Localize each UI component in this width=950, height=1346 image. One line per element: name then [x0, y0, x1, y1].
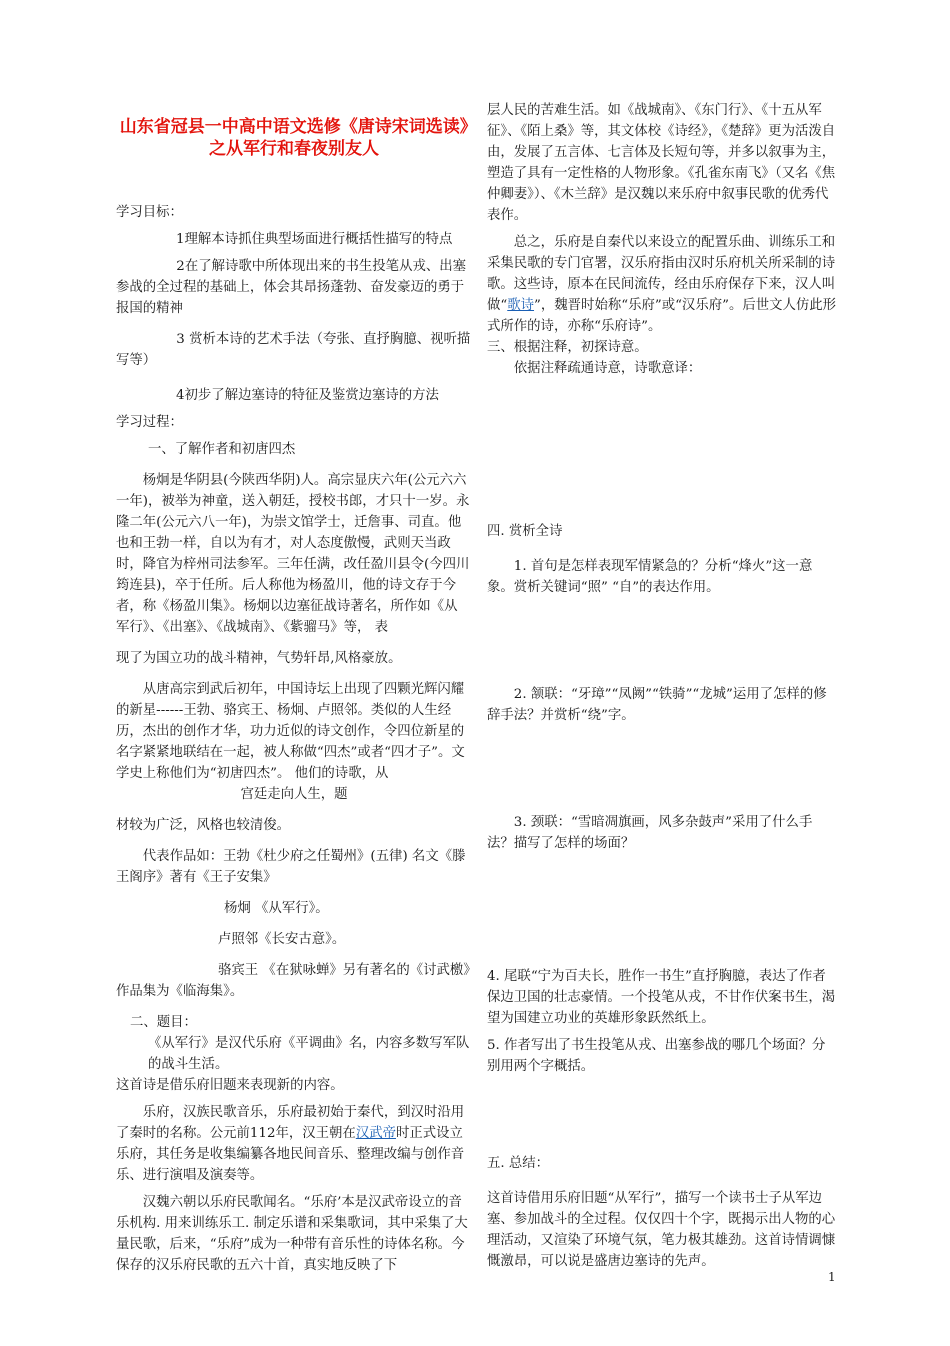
- work-lu-zhaolin: 卢照邻《长安古意》。: [218, 932, 346, 947]
- question-5: 5. 作者写出了书生投笔从戎、出塞参战的哪几个场面？分别用两个字概括。: [487, 1038, 826, 1074]
- goals-heading: 学习目标：: [116, 205, 183, 220]
- left-column: [116, 116, 472, 1276]
- han-wudi-link[interactable]: 汉武帝: [355, 1126, 396, 1141]
- section-1-heading: 一、了解作者和初唐四杰: [148, 442, 296, 457]
- yuefu-text-b: 时正式设立乐府，其任务是收集编纂各地民间音乐、整理改编与创作音乐、进行演唱及演奏等。: [116, 1126, 465, 1183]
- section-4-heading: 四. 赏析全诗: [487, 524, 563, 539]
- topic-paragraph-2: 这首诗是借乐府旧题来表现新的内容。: [116, 1078, 344, 1093]
- four-talents-paragraph: 从唐高宗到武后初年，中国诗坛上出现了四颗光辉闪耀的新星------王勃、骆宾王、杨炯、卢照邻。类似的人生经历，杰出的创作才华，功力近似的诗文创作，令四位新星的名字紧紧地联结在一起，被人称做“四杰”或者“四才子”。文学史上称他们为“初唐四杰”。 他们的诗歌，从: [116, 682, 465, 781]
- work-yang-jiong: 杨炯 《从军行》。: [224, 901, 329, 916]
- goal-2: 2在了解诗歌中所体现出来的书生投笔从戎、出塞参战的全过程的基础上，体会其昂扬蓬勃、奋发豪迈的勇于报国的精神: [116, 259, 467, 316]
- four-talents-line: 宫廷走向人生，题: [240, 787, 348, 802]
- gesi-link[interactable]: 歌诗: [507, 298, 535, 313]
- section-3-heading: 三、根据注释，初探诗意。: [487, 340, 648, 355]
- goal-3: 3 赏析本诗的艺术手法（夸张、直抒胸臆、视听描写等）: [116, 332, 471, 368]
- goal-4: 4初步了解边塞诗的特征及鉴赏边塞诗的方法: [176, 388, 439, 403]
- topic-paragraph-1: 《从军行》是汉代乐府《平调曲》名，内容多数写军队的战斗生活。: [148, 1036, 470, 1072]
- work-luo-binwang: 骆宾王 《在狱咏蝉》另有著名的《讨武檄》作品集为《临海集》。: [116, 963, 470, 999]
- question-2: 2. 颔联：“牙璋”“凤阙”“铁骑”“龙城”运用了怎样的修辞手法？并赏析“绕”字。: [487, 687, 827, 723]
- right-column: [487, 100, 837, 1272]
- four-talents-end: 材较为广泛，风格也较清俊。: [116, 818, 291, 833]
- question-3: 3. 颈联：“雪暗凋旗画，风多杂鼓声”采用了什么手法？描写了怎样的场面？: [487, 815, 813, 851]
- summary-paragraph: [487, 232, 837, 337]
- question-1: 1. 首句是怎样表现军情紧急的？分析“烽火”这一意象。赏析关键词“照” “自”的表达作用。: [487, 559, 813, 595]
- question-4: 4. 尾联“宁为百夫长，胜作一书生”直抒胸臆，表达了作者保边卫国的壮志豪情。一个投笔从戎，不甘作伏案书生，渴望为国建立功业的英雄形象跃然纸上。: [487, 969, 836, 1026]
- page-number: 1: [828, 1270, 836, 1284]
- summary-text-b: ”，魏晋时始称“乐府”或“汉乐府”。后世文人仿此形式所作的诗，亦称“乐府诗”。: [487, 298, 837, 334]
- section-5-heading: 五. 总结：: [487, 1156, 550, 1171]
- conclusion-paragraph: 这首诗借用乐府旧题“从军行”，描写一个读书士子从军边塞、参加战斗的全过程。仅仅四十个字，既揭示出人物的心理活动，又渲染了环境气氛，笔力极其雄劲。这首诗情调慷慨激昂，可以说是盛唐边塞诗的先声。: [487, 1191, 836, 1269]
- yuefu-continuation: 层人民的苦难生活。如《战城南》、《东门行》、《十五从军征》、《陌上桑》等，其文体校《诗经》，《楚辞》更为活泼自由，发展了五言体、七言体及长短句等，并多以叙事为主，塑造了具有一定性格的人物形象。《孔雀东南飞》（又名《焦仲卿妻》）、《木兰辞》是汉魏以来乐府中叙事民歌的优秀代表作。: [487, 103, 836, 223]
- yuefu-paragraph-1: [116, 1102, 472, 1186]
- yang-jiong-bio: 杨炯是华阴县(今陕西华阴)人。高宗显庆六年(公元六六一年)，被举为神童，送入朝廷，授校书郎，才只十一岁。永隆二年(公元六八一年)，为崇文馆学士，迁詹事、司直。他也和王勃一样，自以为有才，对人态度傲慢，武则天当政时，降官为梓州司法参军。三年任满，改任盈川县令(今四川筠连县)，卒于任所。后人称他为杨盈川，他的诗文存于今者，称《杨盈川集》。杨炯以边塞征战诗著名，所作如《从 军行》、《出塞》、《战城南》、《紫骝马》等， 表: [116, 473, 470, 635]
- section-3-body: 依据注释疏通诗意，诗歌意译：: [513, 361, 702, 376]
- yuefu-text-a: 乐府，汉族民歌音乐，乐府最初始于秦代，到汉时沿用了秦时的名称。公元前112年，汉王朝在: [116, 1105, 465, 1141]
- section-2-heading: 二、题目：: [130, 1015, 197, 1030]
- representative-works: 代表作品如：王勃《杜少府之任蜀州》(五律) 名文《滕王阁序》著有《王子安集》: [116, 849, 466, 885]
- yuefu-paragraph-2: 汉魏六朝以乐府民歌闻名。“乐府’本是汉武帝设立的音乐机构. 用来训练乐工. 制定乐谱和采集歌词，其中采集了大量民歌，后来，“乐府”成为一种带有音乐性的诗体名称。今保存的汉乐府民歌的五六十首，真实地反映了下: [116, 1195, 468, 1273]
- yang-jiong-bio-end: 现了为国立功的战斗精神，气势轩昂,风格豪放。: [116, 651, 402, 666]
- process-heading: 学习过程：: [116, 415, 183, 430]
- summary-text-a: 总之，乐府是自秦代以来设立的配置乐曲、训练乐工和采集民歌的专门官署，汉乐府指由汉时乐府机关所采制的诗歌。这些诗，原本在民间流传，经由乐府保存下来，汉人叫做“: [487, 235, 836, 313]
- document-title: 山东省冠县一中高中语文选修《唐诗宋词选读》之从军行和春夜别友人: [119, 117, 469, 159]
- goal-1: 1理解本诗抓住典型场面进行概括性描写的特点: [176, 232, 453, 247]
